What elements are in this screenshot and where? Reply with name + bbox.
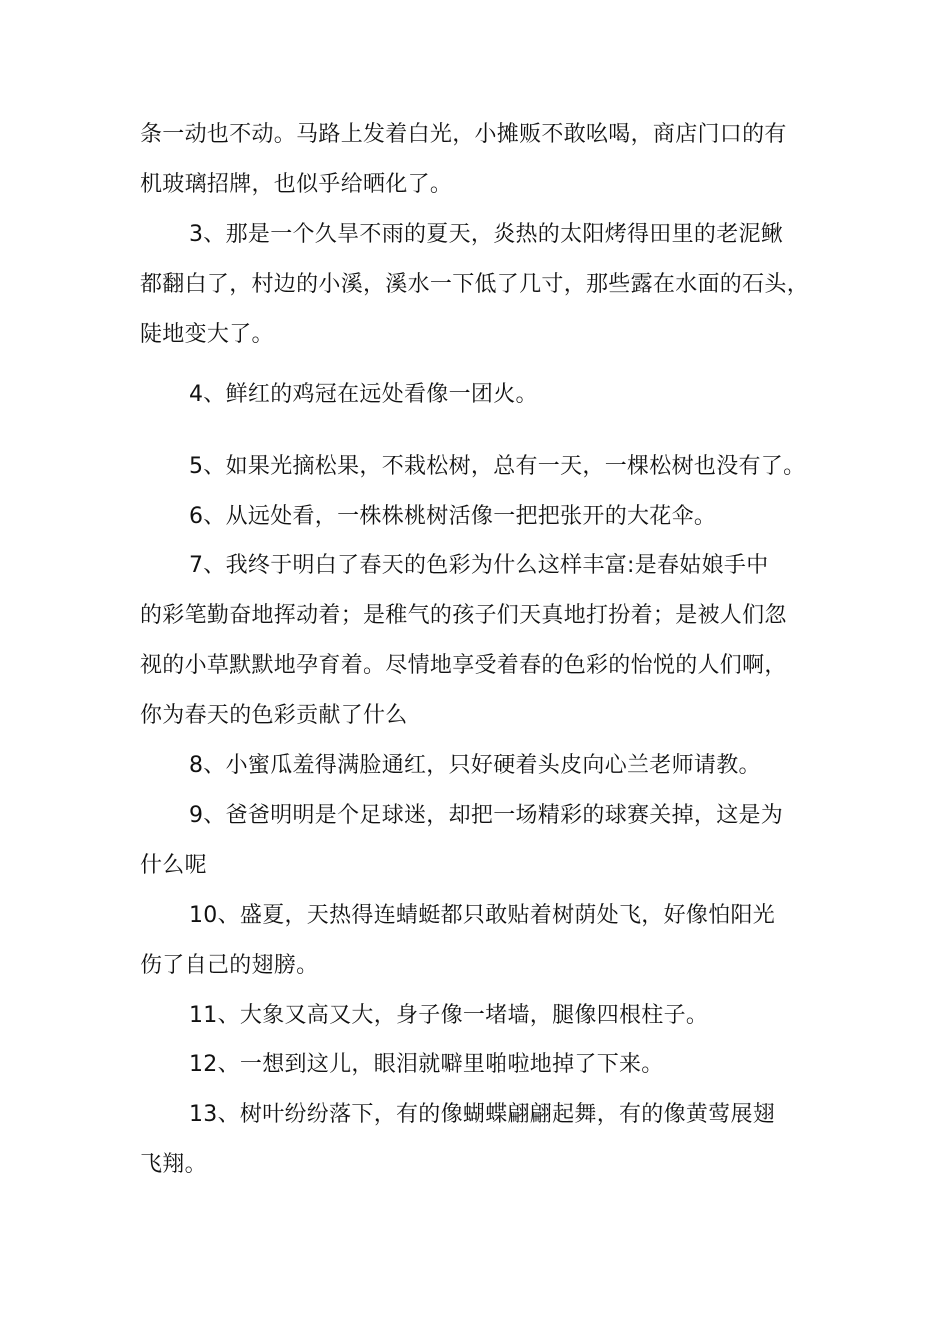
text-line-20: 13、树叶纷纷落下，有的像蝴蝶翩翩起舞，有的像黄莺展翅 <box>189 1102 776 1127</box>
text-line-18: 11、大象又高又大，身子像一堵墙，腿像四根柱子。 <box>189 1003 709 1028</box>
text-line-7: 5、如果光摘松果，不栽松树，总有一天，一棵松树也没有了。 <box>189 454 806 479</box>
text-line-16: 10、盛夏，天热得连蜻蜓都只敢贴着树荫处飞，好像怕阳光 <box>189 903 776 928</box>
text-line-15: 什么呢 <box>140 853 207 878</box>
text-line-19: 12、一想到这儿，眼泪就噼里啪啦地掉了下来。 <box>189 1052 664 1077</box>
text-line-5: 陡地变大了。 <box>140 322 274 347</box>
text-line-17: 伤了自己的翅膀。 <box>140 953 319 978</box>
text-line-4: 都翻白了，村边的小溪，溪水一下低了几寸，那些露在水面的石头， <box>140 272 810 297</box>
text-line-1: 条一动也不动。马路上发着白光，小摊贩不敢吆喝，商店门口的有 <box>140 122 787 147</box>
text-line-2: 机玻璃招牌，也似乎给晒化了。 <box>140 172 453 197</box>
text-line-10: 的彩笔勤奋地挥动着；是稚气的孩子们天真地打扮着；是被人们忽 <box>140 603 787 628</box>
text-line-3: 3、那是一个久旱不雨的夏天，炎热的太阳烤得田里的老泥鳅 <box>189 222 784 247</box>
text-line-14: 9、爸爸明明是个足球迷，却把一场精彩的球赛关掉，这是为 <box>189 803 784 828</box>
text-line-21: 飞翔。 <box>140 1152 207 1177</box>
text-line-12: 你为春天的色彩贡献了什么 <box>140 703 408 728</box>
text-line-13: 8、小蜜瓜羞得满脸通红，只好硬着头皮向心兰老师请教。 <box>189 753 761 778</box>
text-line-6: 4、鲜红的鸡冠在远处看像一团火。 <box>189 382 538 407</box>
text-line-9: 7、我终于明白了春天的色彩为什么这样丰富:是春姑娘手中 <box>189 553 769 578</box>
text-line-8: 6、从远处看，一株株桃树活像一把把张开的大花伞。 <box>189 504 717 529</box>
text-line-11: 视的小草默默地孕育着。尽情地享受着春的色彩的怡悦的人们啊， <box>140 653 787 678</box>
